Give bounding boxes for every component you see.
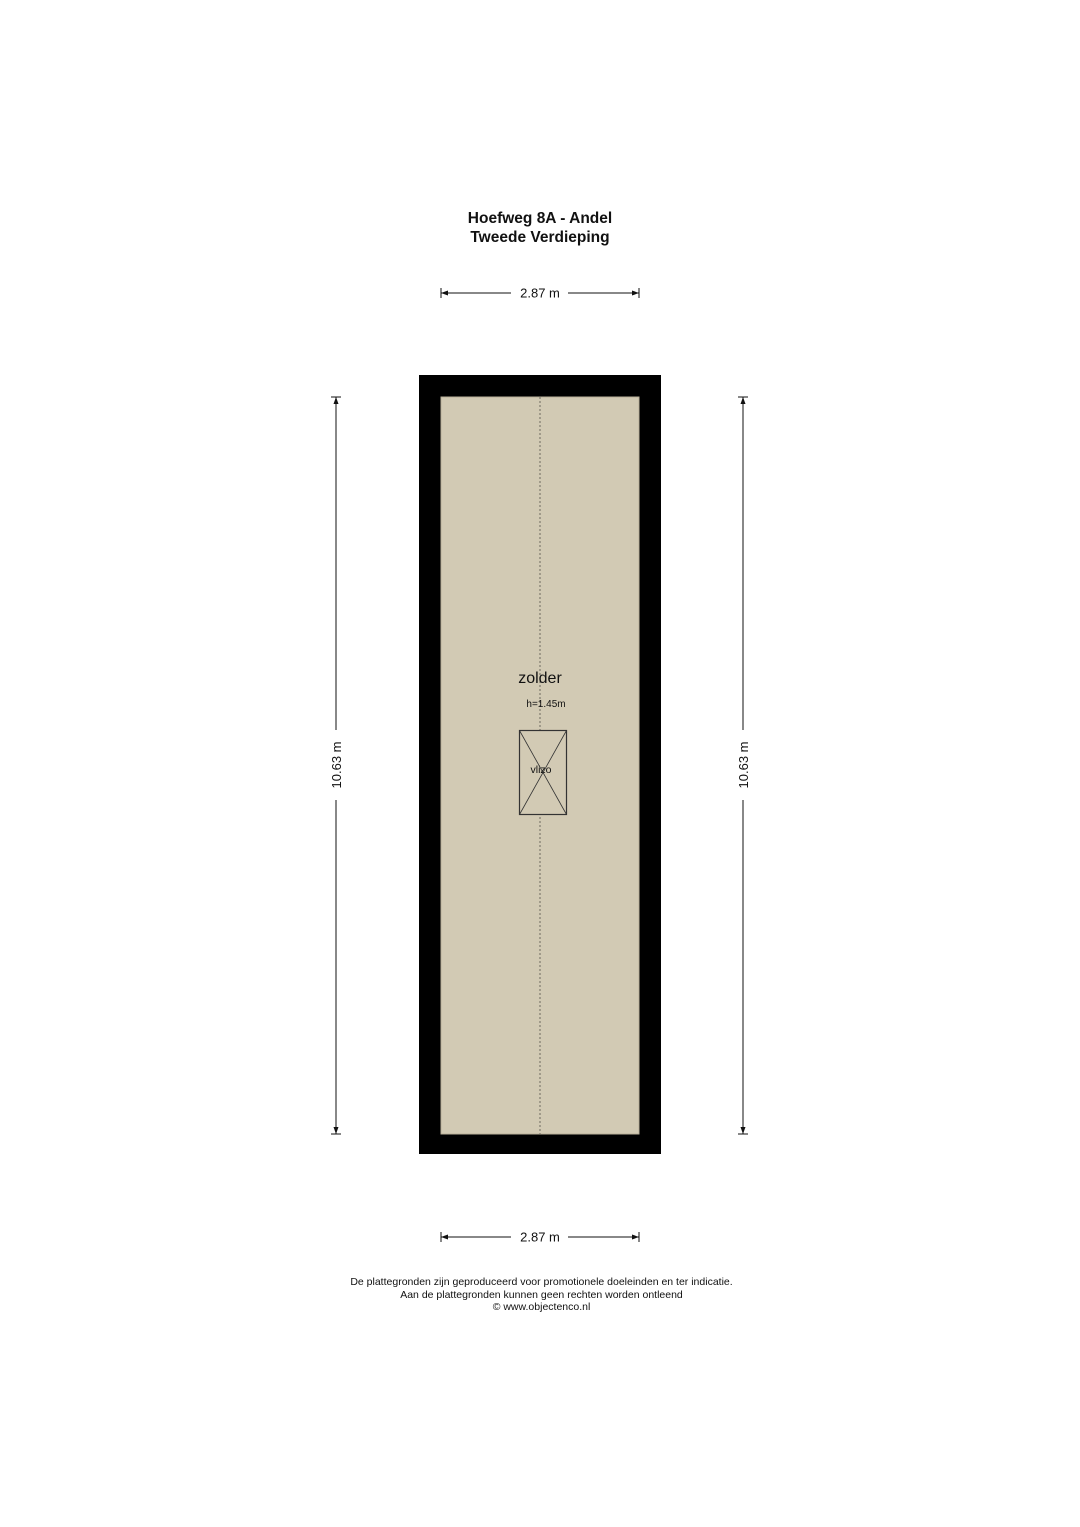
dimension-right-label: 10.63 m	[736, 741, 751, 789]
room-height: h=1.45m	[526, 699, 566, 710]
floor-title: Tweede Verdieping	[470, 229, 610, 246]
dimension-bottom-label: 2.87 m	[520, 1229, 560, 1245]
hatch-label: vlizo	[530, 764, 552, 776]
dimension-left-label: 10.63 m	[329, 741, 344, 789]
dimension-top-label: 2.87 m	[520, 285, 560, 301]
disclaimer-line-1: De plattegronden zijn geproduceerd voor promotionele doeleinden en ter indicatie.	[350, 1276, 733, 1288]
attic-hatch	[520, 731, 567, 815]
disclaimer	[0, 1276, 1080, 1314]
dimension-right	[736, 397, 751, 1134]
room-name: zolder	[518, 670, 562, 687]
dimension-left	[329, 397, 344, 1134]
copyright-line: © www.objectenco.nl	[492, 1301, 591, 1313]
address-title: Hoefweg 8A - Andel	[467, 210, 613, 227]
dimension-top	[441, 286, 639, 301]
disclaimer-line-2: Aan de plattegronden kunnen geen rechten worden ontleend	[400, 1288, 683, 1301]
dimension-bottom	[441, 1230, 639, 1245]
